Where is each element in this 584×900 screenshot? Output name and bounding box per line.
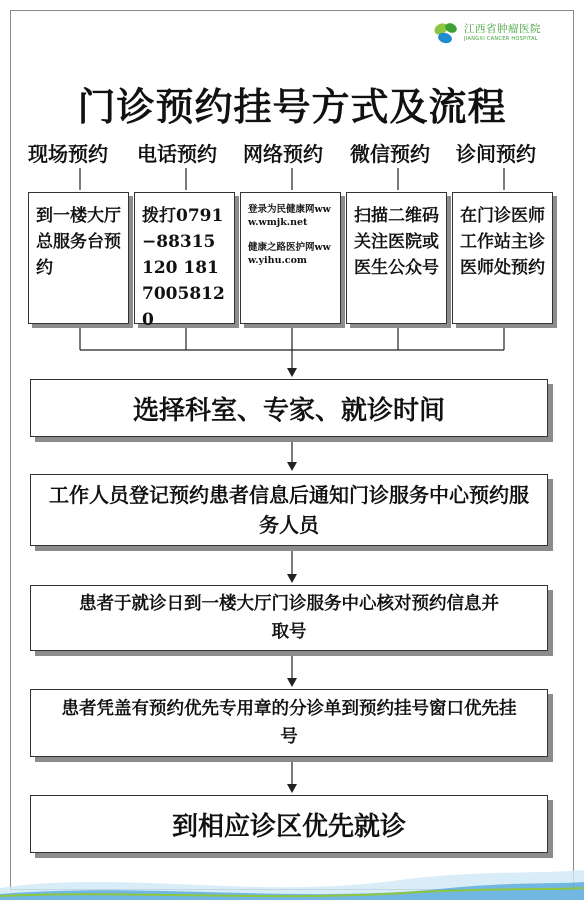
process-step-2-text: 工作人员登记预约患者信息后通知门诊服务中心预约服务人员 — [49, 483, 529, 537]
process-step-4-text: 患者凭盖有预约优先专用章的分诊单到预约挂号窗口优先挂号 — [61, 699, 517, 747]
method-detail-clinic: 在门诊医师工作站主诊医师处预约 — [460, 206, 545, 278]
method-detail-wechat: 扫描二维码关注医院或医生公众号 — [354, 206, 439, 278]
process-step-3 — [30, 585, 548, 651]
process-step-3-text: 患者于就诊日到一楼大厅门诊服务中心核对预约信息并取号 — [79, 594, 499, 642]
process-step-1-text: 选择科室、专家、就诊时间 — [132, 395, 445, 426]
method-card-online — [240, 192, 341, 324]
process-step-1 — [30, 379, 548, 437]
arrow-head-4 — [287, 678, 297, 687]
method-detail-online-line-1: 登录为民健康网www.wmjk.net — [248, 204, 331, 228]
method-detail-phone: 拨打0791−88315120 18170058120 — [142, 206, 225, 330]
method-card-onsite — [28, 192, 129, 324]
method-label-online: 网络预约 — [243, 142, 323, 166]
method-label-wechat: 微信预约 — [350, 142, 430, 166]
process-step-5-text: 到相应诊区优先就诊 — [171, 811, 406, 842]
method-card-clinic — [452, 192, 553, 324]
process-step-2 — [30, 474, 548, 546]
arrow-head-2 — [287, 462, 297, 471]
hospital-name-en: JIANGXI CANCER HOSPITAL — [464, 36, 538, 42]
method-card-phone — [134, 192, 235, 330]
method-detail-online-line-2: 健康之路医护网www.yihu.com — [248, 242, 331, 266]
method-card-wechat — [346, 192, 447, 324]
method-label-onsite: 现场预约 — [28, 142, 108, 166]
method-label-clinic: 诊间预约 — [456, 142, 536, 166]
poster-title: 门诊预约挂号方式及流程 — [77, 84, 507, 129]
process-step-4 — [30, 689, 548, 757]
arrow-head-1 — [287, 368, 297, 377]
method-detail-onsite: 到一楼大厅总服务台预约 — [36, 206, 121, 278]
hospital-name-cn: 江西省肿瘤医院 — [464, 23, 541, 35]
arrow-head-3 — [287, 574, 297, 583]
arrow-head-5 — [287, 784, 297, 793]
decorative-waves — [0, 830, 584, 900]
method-label-phone: 电话预约 — [137, 142, 217, 166]
